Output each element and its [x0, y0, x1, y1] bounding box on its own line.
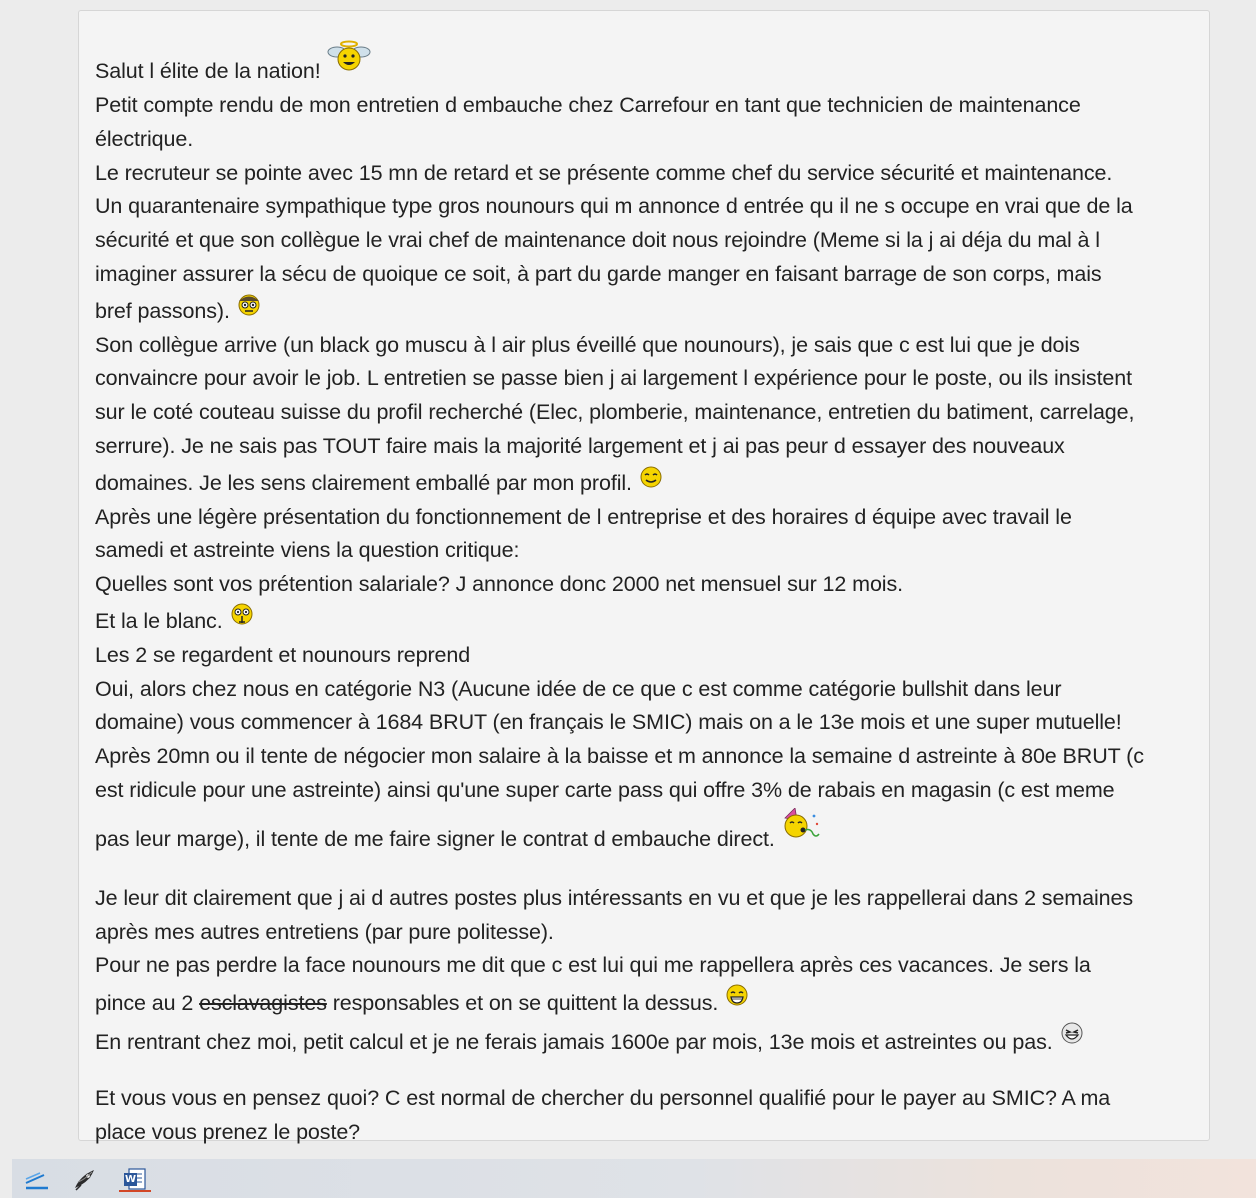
post-line: serrure). Je ne sais pas TOUT faire mais la majorité largement et j ai pas peur d essayer des nouveaux	[95, 433, 1065, 458]
post-line: Après 20mn ou il tente de négocier mon salaire à la baisse et m annonce la semaine d astreinte à 80e BRUT (c	[95, 744, 1144, 769]
post-line: est ridicule pour une astreinte) ainsi qu'une super carte pass qui offre 3% de rabais en magasin (c est meme	[95, 777, 1115, 802]
angel-smiley-icon	[327, 40, 371, 74]
post-body	[95, 38, 1195, 1149]
word-icon-letter: W	[125, 1174, 137, 1185]
grin-smiley-icon	[724, 983, 750, 1007]
post-line: Les 2 se regardent et nounours reprend	[95, 642, 471, 667]
post-line: imaginer assurer la sécu de quoique ce soit, à part du garde manger en faisant barrage de son corps, mais	[95, 261, 1102, 286]
shocked-smiley-icon	[229, 602, 255, 626]
post-line: électrique.	[95, 126, 194, 151]
post-line: Oui, alors chez nous en catégorie N3 (Aucune idée de ce que c est comme catégorie bullshit dans leur	[95, 676, 1062, 701]
content-smiley-icon	[638, 464, 664, 488]
post-line	[95, 292, 1195, 329]
post-line: Je leur dit clairement que j ai d autres postes plus intéressants en vu et que je les rappellerai dans 2 semaines	[95, 885, 1134, 910]
post-line: Son collègue arrive (un black go muscu à l air plus éveillé que nounours), je sais que c est lui que je dois	[95, 332, 1080, 357]
struck-text: esclavagistes	[199, 991, 327, 1016]
party-smiley-icon	[781, 808, 821, 840]
post-line	[95, 808, 1195, 860]
post-line	[95, 1021, 1195, 1060]
pen-tablet-icon[interactable]	[24, 1166, 50, 1192]
post-line: Pour ne pas perdre la face nounours me dit que c est lui qui me rappellera après ces vacances. Je sers la	[95, 953, 1091, 978]
post-text: responsables et on se quittent la dessus.	[326, 991, 719, 1016]
post-line: Et vous vous en pensez quoi? C est normal de chercher du personnel qualifié pour le payer au SMIC? A ma	[95, 1085, 1111, 1110]
paragraph-gap	[95, 860, 1195, 882]
hat-smiley-icon	[236, 292, 262, 316]
post-line: domaine) vous commencer à 1684 BRUT (en français le SMIC) mais on a le 13e mois et une super mutuelle!	[95, 710, 1122, 735]
post-line	[95, 40, 1195, 89]
post-line: place vous prenez le poste?	[95, 1119, 361, 1144]
laughing-smiley-icon	[1059, 1021, 1085, 1045]
post-line: Le recruteur se pointe avec 15 mn de retard et se présente comme chef du service sécurité et maintenance.	[95, 160, 1113, 185]
post-text: pas leur marge), il tente de me faire signer le contrat d embauche direct.	[95, 826, 775, 851]
post-line: sécurité et que son collègue le vrai chef de maintenance doit nous rejoindre (Meme si la j ai déja du mal à l	[95, 228, 1100, 253]
post-text: bref passons).	[95, 298, 230, 323]
post-line	[95, 464, 1195, 501]
post-text: Salut l élite de la nation!	[95, 59, 321, 83]
post-text: domaines. Je les sens clairement emballé par mon profil.	[95, 470, 632, 495]
active-app-indicator	[119, 1190, 151, 1192]
paragraph-gap	[95, 1060, 1195, 1082]
taskbar	[12, 1159, 1256, 1198]
post-line: Après une légère présentation du fonctionnement de l entreprise et des horaires d équipe avec travail le	[95, 504, 1072, 529]
post-text: pince au 2	[95, 991, 200, 1016]
post-line: Quelles sont vos prétention salariale? J annonce donc 2000 net mensuel sur 12 mois.	[95, 572, 903, 597]
post-line	[95, 983, 1195, 1021]
post-line: après mes autres entretiens (par pure politesse).	[95, 919, 554, 944]
forum-post-card	[78, 10, 1210, 1144]
post-line: Petit compte rendu de mon entretien d embauche chez Carrefour en tant que technicien de maintenance	[95, 93, 1081, 117]
post-text: Et la le blanc.	[95, 608, 223, 633]
post-text: En rentrant chez moi, petit calcul et je ne ferais jamais 1600e par mois, 13e mois et astreintes ou pas.	[95, 1029, 1053, 1054]
post-line: samedi et astreinte viens la question critique:	[95, 538, 520, 563]
feather-quill-icon[interactable]	[72, 1166, 98, 1192]
post-line: sur le coté couteau suisse du profil recherché (Elec, plomberie, maintenance, entretien du batiment, carrelage,	[95, 400, 1135, 425]
post-line	[95, 602, 1195, 639]
post-line: Un quarantenaire sympathique type gros nounours qui m annonce d entrée qu il ne s occupe en vrai que de la	[95, 194, 1133, 219]
word-icon[interactable]	[122, 1166, 148, 1192]
post-line: convaincre pour avoir le job. L entretien se passe bien j ai largement l expérience pour le poste, ou ils insistent	[95, 366, 1133, 391]
